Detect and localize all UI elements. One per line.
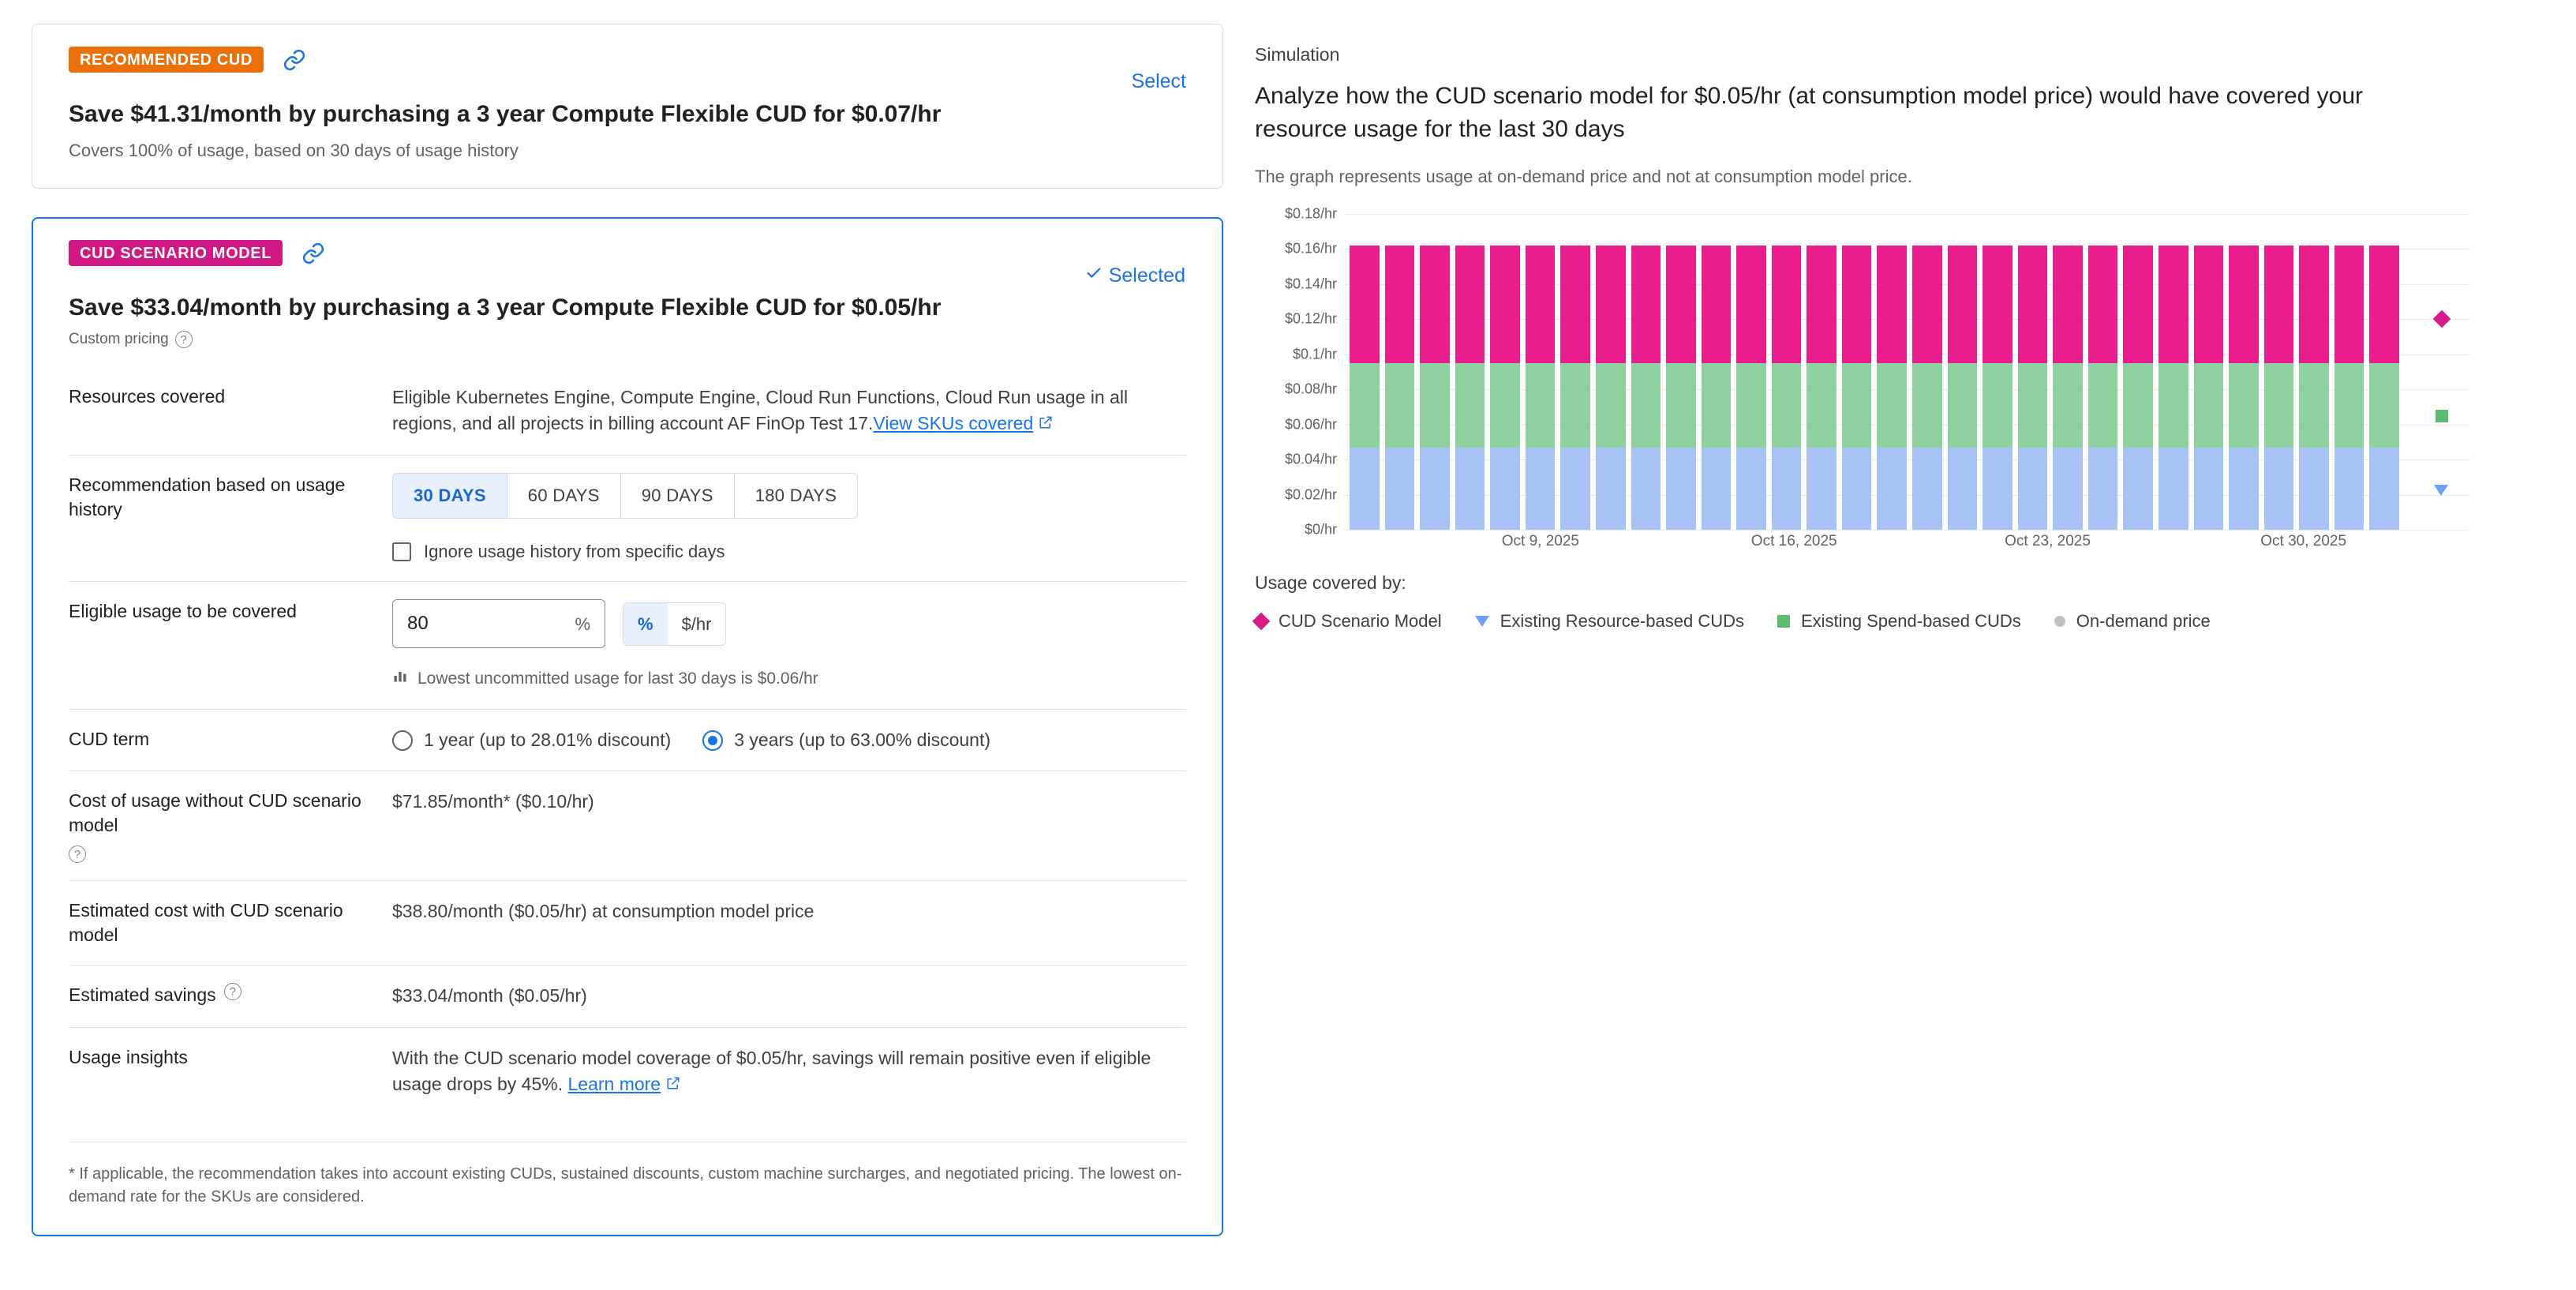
chart-bar[interactable] xyxy=(1842,214,1872,530)
row-value xyxy=(392,384,1186,437)
chart-bar-segment xyxy=(1948,448,1978,530)
chart-bar-segment xyxy=(1807,363,1837,448)
chart-bar[interactable] xyxy=(1983,214,2012,530)
chart-bar-segment xyxy=(2264,363,2294,448)
chart-bar-segment xyxy=(1385,246,1415,363)
chart-bar-segment xyxy=(1490,363,1520,448)
unit-percent-button[interactable]: % xyxy=(623,603,668,646)
legend-item[interactable] xyxy=(1255,611,1442,632)
estimated-savings-label: Estimated savings xyxy=(69,984,216,1006)
y-axis-tick: $0.08/hr xyxy=(1284,381,1337,397)
chart-bar[interactable] xyxy=(2229,214,2259,530)
row-cost-without-cud xyxy=(69,771,1186,880)
bar-chart-icon xyxy=(392,667,408,691)
chart-bar-segment xyxy=(1666,246,1696,363)
lowest-uncommitted-usage-hint xyxy=(392,667,1186,691)
y-axis-tick: $0.02/hr xyxy=(1284,486,1337,503)
chart-bar-segment xyxy=(1983,448,2012,530)
chart-bar-segment xyxy=(2053,246,2083,363)
chart-bar-segment xyxy=(2159,246,2188,363)
chart-bar-segment xyxy=(1350,363,1380,448)
chart-bar-segment xyxy=(2334,363,2364,448)
chart-bar[interactable] xyxy=(1526,214,1556,530)
chart-bar[interactable] xyxy=(2053,214,2083,530)
legend-swatch xyxy=(1252,613,1271,631)
scenario-badge: CUD SCENARIO MODEL xyxy=(69,240,283,266)
chart-bar-segment xyxy=(1420,363,1450,448)
external-link-icon xyxy=(666,1074,680,1094)
y-axis-tick: $0.14/hr xyxy=(1284,276,1337,292)
chart-bar[interactable] xyxy=(1560,214,1590,530)
chart-bar-segment xyxy=(1526,448,1556,530)
chart-bar[interactable] xyxy=(1455,214,1485,530)
chart-bar-segment xyxy=(1385,363,1415,448)
chart-bar-segment xyxy=(1877,246,1907,363)
row-estimated-savings xyxy=(69,965,1186,1026)
chart-bar[interactable] xyxy=(1702,214,1732,530)
chart-bar-segment xyxy=(1490,448,1520,530)
chart-bar-segment xyxy=(2194,363,2224,448)
chart-bar-segment xyxy=(1912,448,1942,530)
chart-bar-segment xyxy=(2123,363,2153,448)
help-icon[interactable]: ? xyxy=(175,331,193,348)
chart-bar-segment xyxy=(1596,363,1626,448)
chart-bar-segment xyxy=(1948,246,1978,363)
chart-bar-segment xyxy=(2159,363,2188,448)
chart-bar-segment xyxy=(2299,246,2329,363)
chart-bar-segment xyxy=(2334,246,2364,363)
scenario-footnote: * If applicable, the recommendation takes into account existing CUDs, sustained discounts, custom machine surcharges, and negotiated pricing. The lowest on-demand rate for the SKUs are considered. xyxy=(69,1142,1186,1209)
chart-bar-segment xyxy=(1772,448,1802,530)
chart-bar-segment xyxy=(2018,363,2048,448)
chart-marker xyxy=(2434,485,2448,496)
usage-history-segmented-control[interactable] xyxy=(392,473,858,519)
link-icon[interactable] xyxy=(301,242,325,265)
legend-swatch xyxy=(1777,615,1790,628)
chart-bar-segment xyxy=(1983,363,2012,448)
chart-bar[interactable] xyxy=(2159,214,2188,530)
chart-marker xyxy=(2436,410,2448,422)
usage-insights-text: With the CUD scenario model coverage of $0.05/hr, savings will remain positive even if eligible usage drops by 45%. xyxy=(392,1047,1151,1095)
chart-marker xyxy=(2436,313,2448,325)
segment-60-days[interactable]: 60 DAYS xyxy=(507,473,621,519)
chart-bar[interactable] xyxy=(1385,214,1415,530)
chart-bar-segment xyxy=(2369,246,2399,363)
chart-bar[interactable] xyxy=(1350,214,1380,530)
chart-bar-segment xyxy=(1420,246,1450,363)
x-axis-tick: Oct 30, 2025 xyxy=(2260,533,2347,549)
eligible-usage-value: 80 xyxy=(407,613,429,635)
cost-without-value: $71.85/month* ($0.10/hr) xyxy=(392,791,594,812)
chart-bar[interactable] xyxy=(1948,214,1978,530)
recommended-card-header xyxy=(69,47,1186,73)
x-axis-tick: Oct 9, 2025 xyxy=(1501,533,1580,549)
cud-scenario-model-card[interactable] xyxy=(32,217,1223,1236)
chart-bar-segment xyxy=(2088,448,2118,530)
row-usage-insights xyxy=(69,1027,1186,1116)
chart-bar-segment xyxy=(1877,448,1907,530)
simulation-note: The graph represents usage at on-demand price and not at consumption model price. xyxy=(1255,167,1912,186)
chart-bar-segment xyxy=(1560,363,1590,448)
ignore-usage-history-row[interactable] xyxy=(392,539,1186,564)
chart-bar-segment xyxy=(2299,448,2329,530)
chart-bar-segment xyxy=(2123,246,2153,363)
chart-bar-segment xyxy=(1912,246,1942,363)
row-label: Resources covered xyxy=(69,386,226,407)
eligible-usage-controls xyxy=(392,599,1186,648)
chart-bar-segment xyxy=(1631,363,1661,448)
hint-text: Lowest uncommitted usage for last 30 days is $0.06/hr xyxy=(417,669,818,688)
chart-bar-segment xyxy=(2299,363,2329,448)
chart-bar-segment xyxy=(1736,448,1766,530)
cost-without-label: Cost of usage without CUD scenario model xyxy=(69,790,361,836)
chart-bar[interactable] xyxy=(2299,214,2329,530)
y-axis-tick: $0.18/hr xyxy=(1284,205,1337,222)
y-axis-tick: $0.1/hr xyxy=(1292,346,1337,362)
chart-bar-segment xyxy=(1877,363,1907,448)
row-label: Eligible usage to be covered xyxy=(69,601,297,622)
y-axis-tick: $0.16/hr xyxy=(1284,240,1337,257)
unit-dollar-per-hour-button[interactable]: $/hr xyxy=(668,603,726,646)
chart-bar[interactable] xyxy=(1631,214,1661,530)
row-label: Recommendation based on usage history xyxy=(69,474,346,519)
legend-item[interactable] xyxy=(1475,611,1744,632)
chart-bar-segment xyxy=(1560,246,1590,363)
chart-bar-segment xyxy=(1596,246,1626,363)
chart-bar-segment xyxy=(1842,448,1872,530)
chart-bar-segment xyxy=(2123,448,2153,530)
custom-pricing-note xyxy=(69,331,1186,348)
link-icon[interactable] xyxy=(283,48,306,72)
chart-bar[interactable] xyxy=(2334,214,2364,530)
chart-bar[interactable] xyxy=(1420,214,1450,530)
segment-180-days[interactable]: 180 DAYS xyxy=(734,473,859,519)
chart-bar-segment xyxy=(2369,363,2399,448)
chart-bar[interactable] xyxy=(1877,214,1907,530)
chart-bar-segment xyxy=(1631,246,1661,363)
select-button[interactable]: Select xyxy=(1131,70,1186,92)
cud-term-3-years-label: 3 years (up to 63.00% discount) xyxy=(734,729,990,750)
legend-label: Existing Resource-based CUDs xyxy=(1500,611,1744,631)
chart-bar-segment xyxy=(1736,246,1766,363)
chart-bar-segment xyxy=(2018,448,2048,530)
recommendations-column xyxy=(32,24,1223,1236)
resources-covered-text: Eligible Kubernetes Engine, Compute Engine, Cloud Run Functions, Cloud Run usage in all regions, and all projects in billing account AF FinOp Test 17. xyxy=(392,387,1129,434)
help-icon[interactable]: ? xyxy=(69,846,86,863)
chart-bar-segment xyxy=(1385,448,1415,530)
legend-item[interactable] xyxy=(1777,611,2021,632)
ignore-usage-history-label: Ignore usage history from specific days xyxy=(424,541,725,561)
chart-bar-segment xyxy=(2053,448,2083,530)
chart-bar-segment xyxy=(1350,448,1380,530)
simulation-label: Simulation xyxy=(1255,44,1340,65)
chart-bar-segment xyxy=(1807,246,1837,363)
ignore-usage-history-checkbox[interactable] xyxy=(392,542,411,561)
scenario-detail-rows xyxy=(69,377,1186,1115)
chart-bar[interactable] xyxy=(2264,214,2294,530)
chart-bar-segment xyxy=(2018,246,2048,363)
chart-x-axis xyxy=(1343,533,2470,564)
chart-bar-segment xyxy=(1842,363,1872,448)
chart-bar[interactable] xyxy=(1490,214,1520,530)
chart-bar-segment xyxy=(2369,448,2399,530)
chart-bar-segment xyxy=(1526,363,1556,448)
row-label xyxy=(69,983,392,1007)
cud-term-1-year-label: 1 year (up to 28.01% discount) xyxy=(424,729,672,750)
selected-indicator[interactable] xyxy=(1085,264,1185,287)
chart-bar[interactable] xyxy=(1736,214,1766,530)
simulation-column xyxy=(1255,24,2544,1236)
chart-bar-segment xyxy=(1596,448,1626,530)
chart-bar-segment xyxy=(2229,246,2259,363)
chart-bar-segment xyxy=(1455,448,1485,530)
legend-swatch xyxy=(1475,616,1489,627)
legend-title: Usage covered by: xyxy=(1255,572,1406,593)
eligible-usage-unit: % xyxy=(575,613,590,634)
recommended-card-title: Save $41.31/month by purchasing a 3 year Compute Flexible CUD for $0.07/hr xyxy=(69,101,942,127)
chart-bar[interactable] xyxy=(1807,214,1837,530)
row-label: Estimated cost with CUD scenario model xyxy=(69,900,343,946)
custom-pricing-label: Custom pricing xyxy=(69,331,169,347)
chart-legend xyxy=(1255,611,2544,632)
scenario-card-header xyxy=(69,240,1186,266)
chart-bar-segment xyxy=(1983,246,2012,363)
chart-bar[interactable] xyxy=(1596,214,1626,530)
row-usage-history xyxy=(69,455,1186,582)
chart-bar-segment xyxy=(1490,246,1520,363)
chart-bar-segment xyxy=(1666,448,1696,530)
y-axis-tick: $0.04/hr xyxy=(1284,451,1337,467)
chart-bar[interactable] xyxy=(1666,214,1696,530)
chart-bar-segment xyxy=(2229,363,2259,448)
chart-bar-segment xyxy=(2053,363,2083,448)
check-icon xyxy=(1085,264,1103,287)
chart-bar[interactable] xyxy=(2123,214,2153,530)
recommended-cud-card[interactable] xyxy=(32,24,1223,189)
segment-30-days[interactable]: 30 DAYS xyxy=(392,473,507,519)
simulation-title: Analyze how the CUD scenario model for $0.05/hr (at consumption model price) would have covered your resource usage for the last 30 days xyxy=(1255,83,2364,142)
chart-bar-segment xyxy=(1772,246,1802,363)
help-icon[interactable]: ? xyxy=(224,983,242,1000)
x-axis-tick: Oct 23, 2025 xyxy=(2005,533,2091,549)
chart-bar[interactable] xyxy=(1912,214,1942,530)
chart-bar-segment xyxy=(1912,363,1942,448)
row-eligible-usage xyxy=(69,581,1186,708)
view-skus-link[interactable]: View SKUs covered xyxy=(873,413,1034,434)
chart-bar-segment xyxy=(2194,448,2224,530)
chart-bar-segment xyxy=(1948,363,1978,448)
y-axis-tick: $0.06/hr xyxy=(1284,416,1337,433)
learn-more-link[interactable]: Learn more xyxy=(567,1074,661,1095)
chart-bar[interactable] xyxy=(2018,214,2048,530)
row-label: Usage insights xyxy=(69,1046,188,1067)
chart-bar-segment xyxy=(1560,448,1590,530)
chart-bar-segment xyxy=(2088,363,2118,448)
row-cud-term xyxy=(69,709,1186,771)
chart-bars xyxy=(1350,214,2399,530)
chart-y-axis xyxy=(1255,205,1342,538)
chart-bar-segment xyxy=(1631,448,1661,530)
legend-label: Existing Spend-based CUDs xyxy=(1800,611,2021,631)
chart-bar-segment xyxy=(2194,246,2224,363)
radio-dot xyxy=(702,730,723,751)
selected-label: Selected xyxy=(1108,264,1185,287)
estimated-savings-value: $33.04/month ($0.05/hr) xyxy=(392,985,587,1007)
chart-bar-segment xyxy=(1350,246,1380,363)
legend-label: CUD Scenario Model xyxy=(1279,611,1442,631)
chart-bar[interactable] xyxy=(2088,214,2118,530)
recommended-badge: RECOMMENDED CUD xyxy=(69,47,264,73)
chart-bar[interactable] xyxy=(2194,214,2224,530)
external-link-icon xyxy=(1039,413,1053,433)
chart-bar-segment xyxy=(2088,246,2118,363)
y-axis-tick: $0/hr xyxy=(1304,521,1337,538)
chart-bar-segment xyxy=(1736,363,1766,448)
cud-term-1-year[interactable] xyxy=(392,727,671,753)
chart-bar-segment xyxy=(1666,363,1696,448)
usage-simulation-chart xyxy=(1255,205,2470,553)
cud-term-3-years[interactable] xyxy=(702,727,990,753)
chart-bar-segment xyxy=(1702,363,1732,448)
chart-bar-segment xyxy=(1455,363,1485,448)
scenario-card-title: Save $33.04/month by purchasing a 3 year Compute Flexible CUD for $0.05/hr xyxy=(69,294,942,321)
chart-bar-segment xyxy=(2229,448,2259,530)
x-axis-tick: Oct 16, 2025 xyxy=(1750,533,1837,549)
chart-bar-segment xyxy=(2264,448,2294,530)
recommended-card-subtitle: Covers 100% of usage, based on 30 days of usage history xyxy=(69,141,519,160)
radio-dot xyxy=(392,730,413,751)
gridline xyxy=(1343,530,2470,531)
chart-bar-segment xyxy=(1420,448,1450,530)
cud-term-radio-group[interactable] xyxy=(392,727,1186,753)
chart-bar-segment xyxy=(2334,448,2364,530)
legend-swatch xyxy=(2054,616,2065,627)
row-label: CUD term xyxy=(69,728,150,749)
chart-bar-segment xyxy=(1807,448,1837,530)
y-axis-tick: $0.12/hr xyxy=(1284,310,1337,327)
legend-item[interactable] xyxy=(2054,611,2211,632)
chart-bar-segment xyxy=(1526,246,1556,363)
legend-label: On-demand price xyxy=(2076,611,2211,631)
chart-bar-segment xyxy=(1702,448,1732,530)
chart-plot-area xyxy=(1343,214,2470,530)
segment-90-days[interactable]: 90 DAYS xyxy=(620,473,735,519)
chart-bar-segment xyxy=(1842,246,1872,363)
chart-bar-segment xyxy=(2264,246,2294,363)
chart-bar-segment xyxy=(2159,448,2188,530)
estimated-cost-value: $38.80/month ($0.05/hr) at consumption model price xyxy=(392,901,814,922)
unit-toggle[interactable] xyxy=(623,602,726,647)
row-label xyxy=(69,789,392,863)
chart-bar-segment xyxy=(1702,246,1732,363)
chart-bar-segment xyxy=(1455,246,1485,363)
row-estimated-cost xyxy=(69,880,1186,965)
chart-bar-segment xyxy=(1772,363,1802,448)
chart-bar[interactable] xyxy=(1772,214,1802,530)
chart-bar[interactable] xyxy=(2369,214,2399,530)
row-resources-covered xyxy=(69,377,1186,455)
eligible-usage-input[interactable] xyxy=(392,599,605,648)
